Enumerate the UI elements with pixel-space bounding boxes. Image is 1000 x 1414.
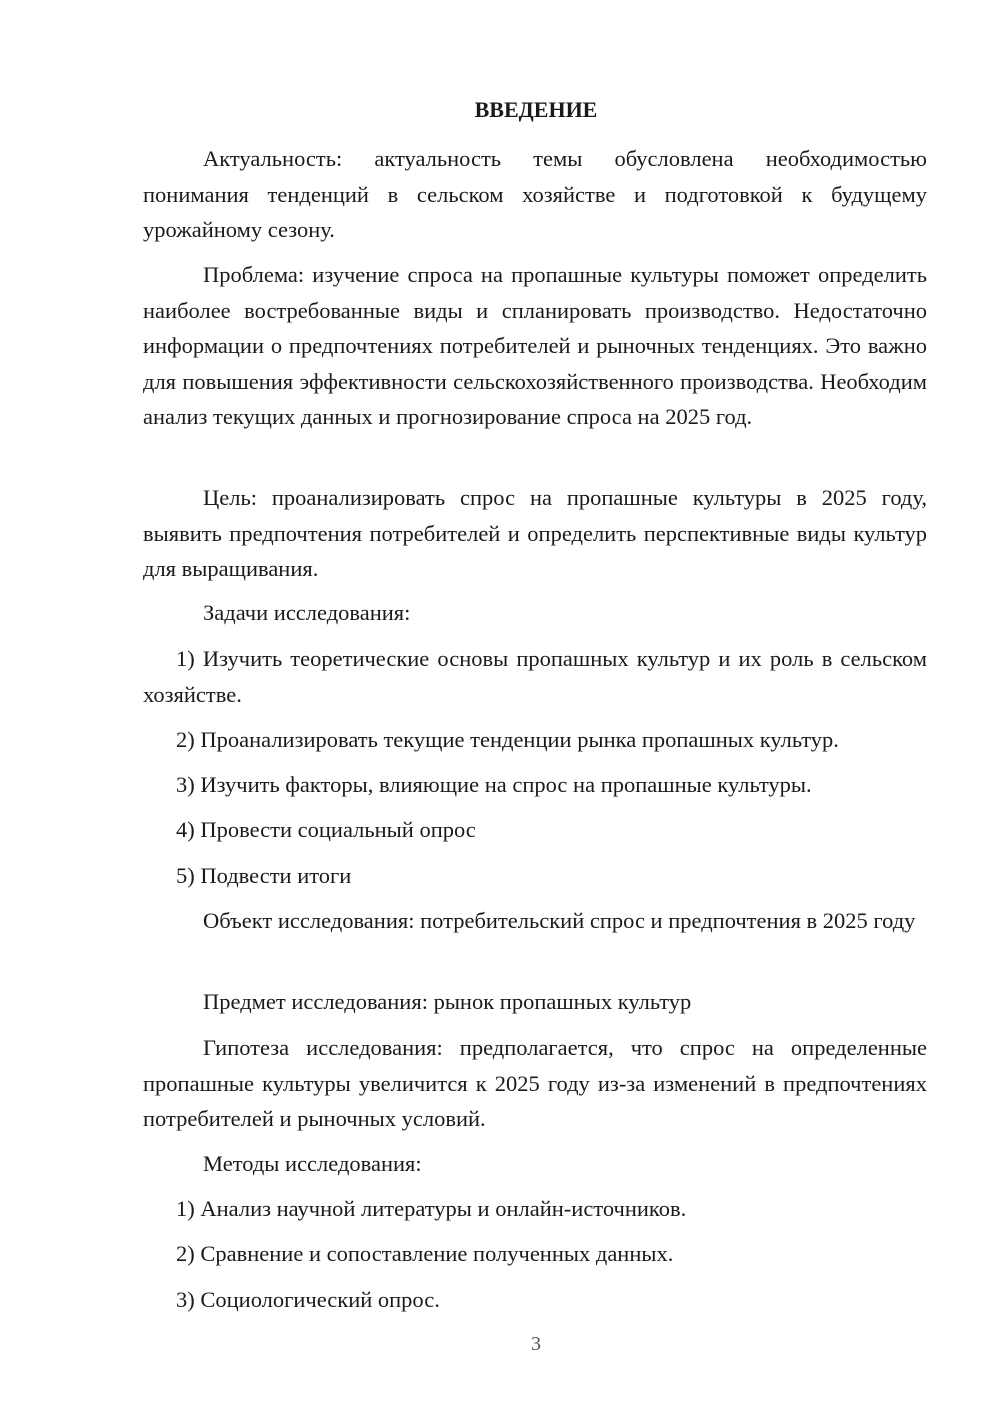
tasks-heading: Задачи исследования: [203, 600, 411, 625]
task-item-5: 5) Подвести итоги [176, 863, 352, 888]
method-item-3: 3) Социологический опрос. [176, 1287, 440, 1312]
task-item-3: 3) Изучить факторы, влияющие на спрос на пропашные культуры. [176, 772, 812, 797]
methods-heading: Методы исследования: [203, 1151, 422, 1176]
method-item-2: 2) Сравнение и сопоставление полученных данных. [176, 1241, 674, 1266]
goal-paragraph: Цель: проанализировать спрос на пропашные культуры в 2025 году, выявить предпочтения потребителей и определить перспективные виды культур для выращивания. [143, 485, 927, 581]
relevance-paragraph: Актуальность: актуальность темы обусловлена необходимостью понимания тенденций в сельском хозяйстве и подготовкой к будущему урожайному сезону. [143, 146, 927, 242]
page-title: ВВЕДЕНИЕ [474, 97, 598, 122]
task-item-1: 1) Изучить теоретические основы пропашных культур и их роль в сельском хозяйстве. [143, 646, 927, 707]
object-paragraph: Объект исследования: потребительский спрос и предпочтения в 2025 году [203, 908, 916, 933]
page-number: 3 [531, 1333, 541, 1355]
subject-paragraph: Предмет исследования: рынок пропашных культур [203, 989, 692, 1014]
hypothesis-paragraph: Гипотеза исследования: предполагается, что спрос на определенные пропашные культуры увеличится к 2025 году из-за изменений в предпочтениях потребителей и рыночных условий. [143, 1035, 927, 1131]
method-item-1: 1) Анализ научной литературы и онлайн-источников. [176, 1196, 687, 1221]
task-item-2: 2) Проанализировать текущие тенденции рынка пропашных культур. [176, 727, 839, 752]
problem-paragraph: Проблема: изучение спроса на пропашные культуры поможет определить наиболее востребованные виды и спланировать производство. Недостаточно информации о предпочтениях потребителей и рыночных тенденциях. Это важно для повышения эффективности сельскохозяйственного производства. Необходим анализ текущих данных и прогнозирование спроса на 2025 год. [143, 262, 927, 429]
task-item-4: 4) Провести социальный опрос [176, 817, 476, 842]
